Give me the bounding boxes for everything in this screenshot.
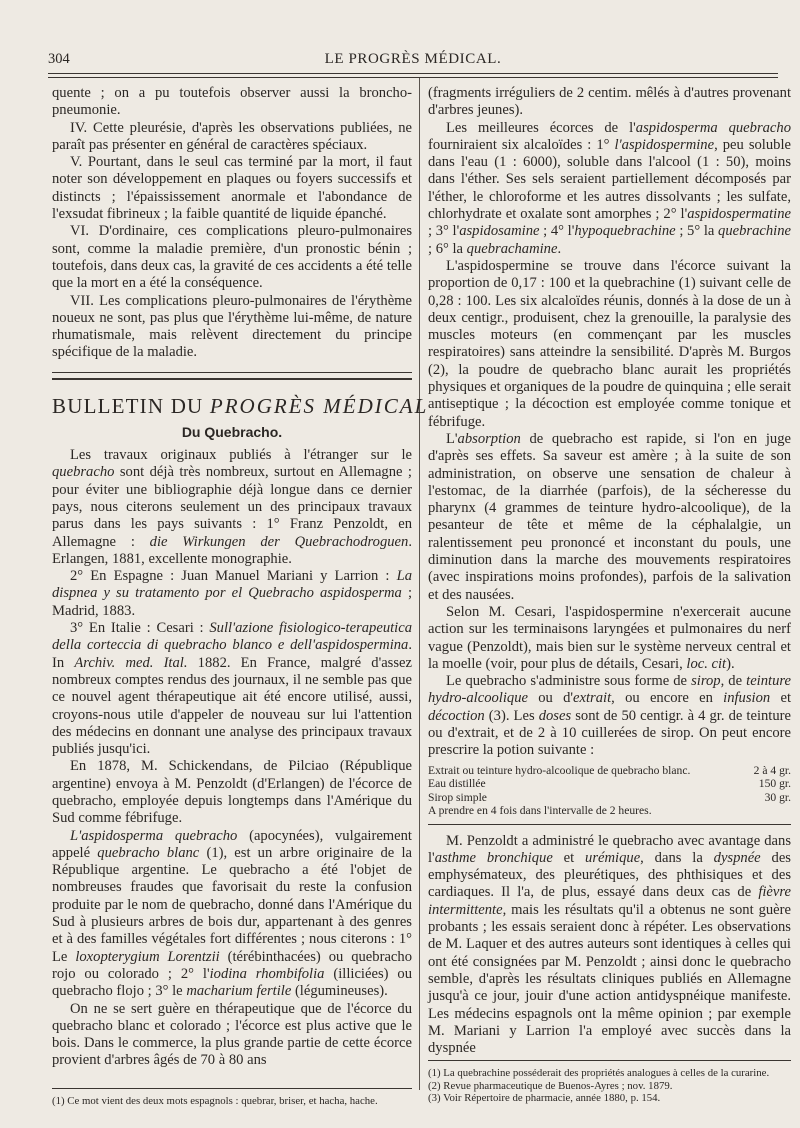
dose: 30 gr. (764, 790, 791, 804)
text: dyspnée (713, 849, 761, 866)
paragraph: VII. Les complications pleuro-pulmonaires de l'érythème noueux ne sont, pas plus que l'érythème lui-même, de nature rhumatismale, mais relèvent directement du principe spécifique de la maladie. (52, 292, 412, 361)
page-header (48, 50, 778, 72)
text: macharium fertile (186, 983, 292, 1000)
text: ; 5° la (675, 223, 719, 240)
text: quebracho blanc (97, 844, 200, 861)
right-column (428, 85, 791, 1057)
ingredient: Extrait ou teinture hydro-alcoolique de quebracho blanc. (428, 763, 691, 777)
text: sont déjà très nombreux, surtout en Allemagne ; pour éviter une bibliographie déjà longue dans ce dernier pays, nous citerons seulement un des principaux travaux parus dans les pays suivants : 1° Franz Penzoldt, en Allemagne : (52, 464, 412, 550)
text: ; 3° l' (428, 223, 460, 240)
text: , mais les résultats qu'il a obtenus ne sont guère probants ; les essais seraient donc à répéter. Les observations de M. Laquer et des autres auteurs sont identiques à celles qui ont été consignées par M. Penzoldt ; ainsi donc le quebracho semble, d'après les résultats cliniques publiés en Allemagne jusqu'à ce jour, jouir d'une action antidyspnéique manifeste. Les médecins espagnols ont la même opinion ; par exemple M. Mariani y Larrion l'a employé avec succès dans la dyspnée (428, 901, 791, 1057)
paragraph (52, 828, 412, 1001)
text: , peu soluble dans l'eau (1 : 6000), soluble dans l'alcool (1 : 50), moins dans l'éther. Ses sels seraient partiellement décomposés par l'éther, le chloroforme et les autres dissolvants ; les sulfate, chlorhydrate et oxalate sont amorphes ; 2° l' (428, 136, 791, 223)
paragraph: L'aspidospermine se trouve dans l'écorce suivant la proportion de 0,17 : 100 et la quebrachine (1) suivant celle de 0,28 : 100. Les six alcaloïdes réunis, donnés à la dose de un à deux centigr., produisent, chez la grenouille, la paralysie des muscles moteurs (en commençant par les muscles respiratoires) sans atteindre la sensibilité. D'après M. Burgos (2), la poudre de quebracho blanc aurait les propriétés physiques et organiques de la poudre de quinquina ; elle serait antiseptique ; la décoction est employée comme tonique et fébrifuge. (428, 257, 791, 430)
text: Le quebracho s'administre sous forme de (446, 673, 692, 690)
article-title: Du Quebracho. (181, 423, 283, 440)
paragraph: quente ; on a pu toutefois observer aussi la broncho-pneumonie. (52, 85, 412, 119)
text: l'aspidospermine (614, 136, 715, 153)
text: quebrachamine (466, 240, 558, 257)
text: des emphysémateux, des pleurétiques, des phthisiques et des cardiaques. Il l'a, de plus, essayé dans deux cas de (428, 849, 791, 901)
text: Les meilleures écorces de l' (446, 119, 636, 136)
text: fourniraient six alcaloïdes : 1° (428, 136, 615, 153)
text: Archiv. med. Ital. (74, 654, 188, 671)
text: Selon M. Cesari, l'aspidospermine n'exercerait aucune action sur les terminaisons laryngées et pulmonaires du nerf vague (Penzoldt), mais bien sur le système nerveux central et la moelle (voir, pour plus de détails, Cesari, (428, 603, 791, 672)
text: ). (726, 655, 735, 672)
text: quebrachine (718, 223, 791, 240)
ingredient: Eau distillée (428, 777, 486, 791)
text: urémique (585, 849, 641, 866)
paragraph (428, 604, 791, 673)
text: décoction (428, 707, 485, 724)
text: (illiciées) ou quebracho flojo ; 3° le (52, 965, 412, 1000)
section-title (52, 393, 429, 418)
paragraph (428, 833, 791, 1058)
text: absorption (457, 430, 521, 447)
text: , dans la (640, 849, 714, 866)
journal-title: LE PROGRÈS MÉDICAL. (324, 51, 502, 67)
text: doses (538, 707, 572, 724)
footnote: (2) Revue pharmaceutique de Buenos-Ayres ; nov. 1879. (428, 1079, 673, 1092)
text: loc. cit (686, 655, 727, 672)
text: , de (720, 673, 747, 690)
text: ; 4° l' (539, 223, 575, 240)
paragraph: V. Pourtant, dans le seul cas terminé par la mort, il faut noter son développement en plaques ou foyers successifs et distincts ; l'épaississement anormale et l'abondance de l'exsudat fibrineux ; la faible quantité de liquide épanché. (52, 154, 412, 223)
prescription-row (428, 777, 791, 791)
paragraph: VI. D'ordinaire, ces complications pleuro-pulmonaires sont, comme la maladie première, d'un pronostic bénin ; toutefois, dans deux cas, la gravité de ces accidents a été telle que la mort en a été la conséquence. (52, 223, 412, 292)
text: 2° En Espagne : Juan Manuel Mariani y Larrion : (70, 568, 397, 585)
text: (térébinthacées) ou quebracho rojo ou colorado ; 2° l' (52, 948, 412, 982)
text: L'aspidosperma quebracho (70, 827, 238, 844)
text: quebracho (52, 464, 115, 481)
prescription-row (428, 791, 791, 805)
text: de quebracho est rapide, si l'on en juge d'après ses effets. Sa saveur est amère ; à la suite de son administration, on observe une sensation de chaleur à l'estomac, de la diarrhée (parfois), de la sécheresse du pharynx (4 grammes de teinture hydro-alcoolique), de la pesanteur de tête et même de la céphalalgie, un ralentissement peu prononcé et inconstant du pouls, une diminution dans la marche des mouvements respiratoires (avec inspirations moins profondes), parfois de la salivation et des nausées. (428, 430, 791, 603)
text: La dispnea y su tratamento por el Quebracho aspidosperma (52, 568, 412, 602)
text: ou d' (527, 690, 574, 707)
paragraph (428, 120, 791, 258)
text: asthme bronchique (434, 849, 553, 866)
text: ; Madrid, 1883. (52, 585, 412, 619)
footnote: (3) Voir Répertoire de pharmacie, année 1880, p. 154. (428, 1092, 661, 1105)
section-title-b: PROGRÈS MÉDICAL (209, 393, 429, 418)
section-separator (52, 372, 412, 380)
text: extrait (573, 690, 612, 707)
footnote-rule (428, 1060, 791, 1061)
paragraph (428, 431, 791, 604)
header-rule-2 (48, 77, 778, 78)
text: Les travaux originaux publiés à l'étranger sur le (70, 447, 412, 464)
text: sont de 50 centigr. à 4 gr. de teinture ou d'extrait, et de 2 à 10 cuillerées de sirop. On peut encore prescrire la potion suivante : (428, 707, 791, 759)
paragraph (52, 620, 412, 758)
text: infusion (723, 690, 771, 707)
text: loxopterygium Lorentzii (75, 948, 220, 965)
text: sirop (691, 673, 721, 690)
text: (légumineuses). (291, 983, 388, 1000)
text: . Erlangen, 1881, excellente monographie. (52, 533, 412, 567)
paragraph: En 1878, M. Schickendans, de Pilciao (République argentine) envoya à M. Penzoldt (d'Erlangen) de l'écorce de quebracho, employée depuis longtemps dans l'Amérique du Sud comme fébrifuge. (52, 758, 412, 827)
text: aspidospermatine (687, 206, 791, 223)
text: hypoquebrachine (574, 223, 676, 240)
text: , ou encore en (611, 690, 724, 707)
paragraph: IV. Cette pleurésie, d'après les observations publiées, ne paraît pas présenter en général de caractères spéciaux. (52, 119, 412, 153)
text: . (557, 240, 562, 257)
ingredient: Sirop simple (428, 790, 487, 804)
text: L' (446, 430, 458, 447)
page-number: 304 (48, 51, 70, 67)
paragraph (52, 568, 412, 620)
section-title-a: BULLETIN DU (52, 393, 210, 418)
text: aspidosamine (459, 223, 540, 240)
dose: 2 à 4 gr. (753, 763, 791, 777)
paragraph (428, 673, 791, 759)
footnote: (1) Ce mot vient des deux mots espagnols : quebrar, briser, et hacha, hache. (52, 1095, 378, 1107)
paragraph: On ne se sert guère en thérapeutique que de l'écorce du quebracho blanc et colorado ; l'écorce est plus active que le bois. Dans le commerce, la plus grande partie de cette écorce provient d'arbres âgés de 70 à 80 ans (52, 1000, 412, 1069)
text: (apocynées), vulgairement appelé (52, 827, 412, 861)
prescription-row (428, 764, 791, 778)
text: . In (52, 637, 412, 671)
text: iodina rhombifolia (209, 965, 325, 982)
paragraph: (fragments irréguliers de 2 centim. mêlés à d'autres provenant d'arbres jeunes). (428, 85, 791, 119)
text: ; 6° la (428, 240, 467, 257)
column-divider (419, 78, 420, 1090)
text: Sull'azione fisiologico-terapeutica della corteccia di quebracho blanco e dell'aspidospermina (52, 620, 412, 654)
dose: 150 gr. (758, 777, 791, 791)
text: 3° En Italie : Cesari : (70, 620, 210, 637)
text: (1), est un arbre originaire de la République argentine. Le quebracho a été l'objet de nombreuses fraudes que favorisait du reste la confusion produite par le nom de quebracho, donné dans l'Amérique du Sud à plusieurs arbres de bois dur, appartenant à des genres et à des familles végétales fort différentes ; nous citerons : 1° Le (52, 844, 412, 965)
left-footnotes (52, 1095, 412, 1108)
text: die Wirkungen der Quebrachodroguen (149, 533, 409, 550)
text: et (552, 849, 586, 866)
footnote: (1) La quebrachine posséderait des propriétés analogues à celles de la curarine. (428, 1067, 770, 1079)
footnote-rule (52, 1088, 412, 1089)
paragraph (52, 447, 412, 568)
header-rule (48, 73, 778, 74)
right-footnotes (428, 1060, 791, 1105)
text: aspidosperma quebracho (635, 119, 791, 136)
prescription-note: A prendre en 4 fois dans l'intervalle de 2 heures. (428, 804, 652, 818)
left-column (52, 85, 429, 1070)
text: 1882. En France, malgré d'assez nombreux comptes rendus des journaux, il ne semble pas que ce nouvel agent thérapeutique ait été encore utilisé, aussi, croyons-nous utile d'appeler de nouveau sur lui l'attention des médecins en donnant une analyse des principaux travaux publiés jusqu'ici. (52, 654, 412, 758)
text: et (770, 690, 791, 707)
prescription-rule (428, 824, 791, 825)
text: teinture hydro-alcoolique (428, 673, 791, 707)
text: M. Penzoldt a administré le quebracho avec avantage dans l' (428, 832, 791, 866)
prescription (428, 764, 791, 818)
text: fièvre intermittente (428, 884, 791, 918)
text: (3). Les (484, 707, 539, 724)
